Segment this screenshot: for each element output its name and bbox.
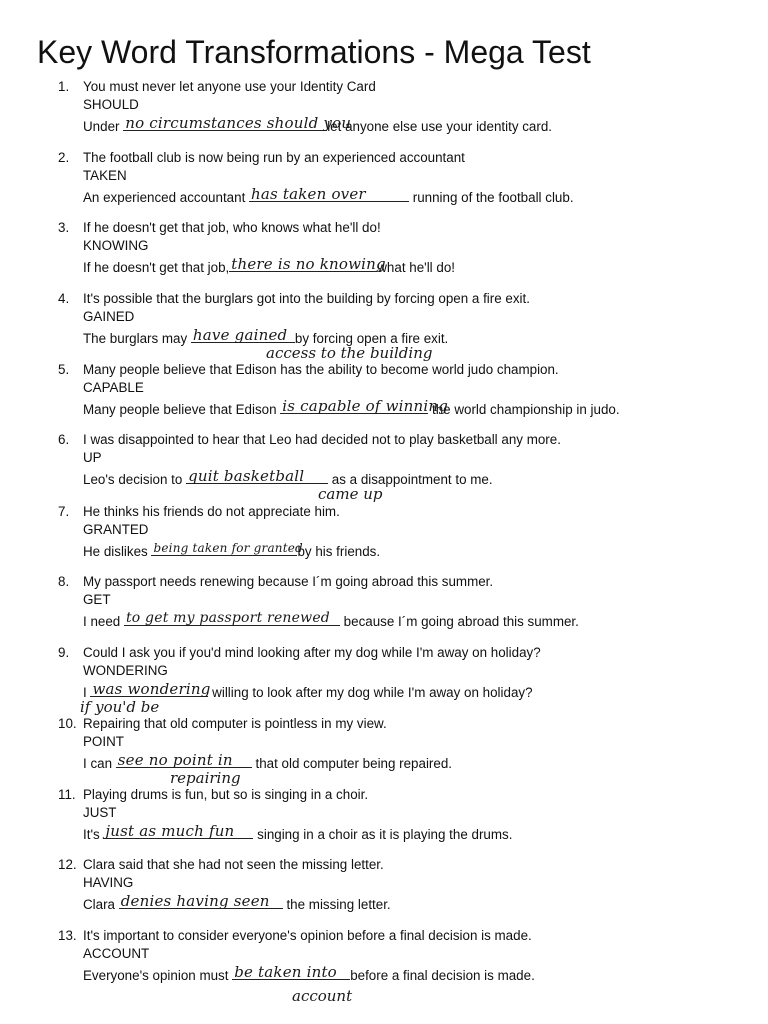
original-sentence: Clara said that she had not seen the missing letter. (83, 857, 384, 872)
question-number: 1. (58, 79, 70, 94)
sentence-end: before a final decision is made. (350, 968, 535, 983)
question-number: 6. (58, 432, 70, 447)
answer-blank[interactable] (90, 680, 211, 698)
answer-blank[interactable] (249, 185, 409, 202)
handwritten-continuation: account (292, 987, 353, 1005)
sentence-end: by forcing open a fire exit. (294, 331, 449, 346)
original-sentence: You must never let anyone use your Identity Card (83, 79, 376, 94)
handwritten-continuation: repairing (170, 769, 241, 787)
answer-blank[interactable] (232, 963, 350, 980)
answer-blank[interactable] (191, 326, 295, 343)
transformed-sentence (83, 255, 455, 277)
handwritten-answer: just as much fun (105, 822, 235, 840)
transformed-sentence (83, 397, 620, 419)
original-sentence: He thinks his friends do not appreciate him. (83, 504, 340, 519)
answer-blank[interactable] (280, 397, 449, 415)
sentence-end: because I´m going abroad this summer. (339, 614, 579, 629)
transformed-sentence (83, 539, 380, 561)
transformed-sentence (83, 892, 391, 914)
original-sentence: I was disappointed to hear that Leo had decided not to play basketball any more. (83, 432, 561, 447)
question-number: 11. (58, 787, 76, 802)
sentence-start: It's (83, 827, 104, 842)
answer-blank[interactable] (103, 822, 253, 839)
answer-blank[interactable] (116, 751, 252, 768)
handwritten-answer: be taken into (234, 963, 337, 981)
sentence-start: Under (83, 119, 124, 134)
original-sentence: Playing drums is fun, but so is singing in a choir. (83, 787, 369, 802)
sentence-start: If he doesn't get that job, (83, 260, 230, 275)
sentence-start: Everyone's opinion must (83, 968, 233, 983)
sentence-start: The burglars may (83, 331, 191, 346)
key-word: HAVING (83, 875, 134, 890)
key-word: ACCOUNT (83, 946, 150, 961)
page-title: Key Word Transformations - Mega Test (37, 34, 591, 70)
transformed-sentence (83, 609, 579, 631)
sentence-start: I can (83, 756, 116, 771)
sentence-end: let anyone else use your identity card. (327, 119, 552, 134)
sentence-start: He dislikes (83, 544, 152, 559)
key-word: CAPABLE (83, 380, 144, 395)
answer-blank[interactable] (186, 467, 328, 484)
question-number: 5. (58, 362, 70, 377)
sentence-end: that old computer being repaired. (251, 756, 453, 771)
handwritten-answer: no circumstances should you (125, 114, 352, 132)
sentence-start: Leo's decision to (83, 472, 187, 487)
key-word: JUST (83, 805, 117, 820)
handwritten-answer: see no point in (117, 751, 233, 769)
question-number: 4. (58, 291, 70, 306)
question-number: 10. (58, 716, 77, 731)
original-sentence: Could I ask you if you'd mind looking after my dog while I'm away on holiday? (83, 645, 541, 660)
handwritten-answer: quit basketball (188, 467, 305, 485)
question-number: 7. (58, 504, 70, 519)
answer-blank[interactable] (124, 609, 340, 626)
handwritten-answer: there is no knowing (231, 255, 386, 273)
question-number: 8. (58, 574, 70, 589)
original-sentence: My passport needs renewing because I´m going abroad this summer. (83, 574, 494, 589)
sentence-end: singing in a choir as it is playing the drums. (253, 827, 513, 842)
original-sentence: Many people believe that Edison has the ability to become world judo champion. (83, 362, 559, 377)
sentence-end: as a disappointment to me. (328, 472, 493, 487)
question-number: 12. (58, 857, 77, 872)
handwritten-answer: was wondering (92, 680, 211, 698)
original-sentence: It's important to consider everyone's opinion before a final decision is made. (83, 928, 532, 943)
transformed-sentence (83, 963, 535, 985)
handwritten-answer: being taken for granted (153, 541, 303, 555)
sentence-start: I (83, 685, 91, 700)
handwritten-continuation: access to the building (266, 344, 433, 362)
key-word: KNOWING (83, 238, 149, 253)
key-word: UP (83, 450, 102, 465)
sentence-end: running of the football club. (409, 190, 574, 205)
original-sentence: It's possible that the burglars got into the building by forcing open a fire exit. (83, 291, 530, 306)
sentence-end: by his friends. (297, 544, 381, 559)
handwritten-continuation: if you'd be (80, 698, 160, 716)
answer-blank[interactable] (119, 892, 283, 909)
original-sentence: The football club is now being run by an experienced accountant (83, 150, 465, 165)
answer-blank[interactable] (151, 539, 303, 556)
sentence-start: Clara (83, 897, 119, 912)
key-word: GAINED (83, 309, 135, 324)
question-number: 13. (58, 928, 77, 943)
question-number: 9. (58, 645, 70, 660)
handwritten-answer: to get my passport renewed (125, 610, 330, 626)
question-number: 2. (58, 150, 70, 165)
sentence-end: the missing letter. (282, 897, 391, 912)
transformed-sentence (83, 114, 552, 136)
question-number: 3. (58, 220, 70, 235)
sentence-start: An experienced accountant (83, 190, 250, 205)
sentence-start: Many people believe that Edison (83, 402, 281, 417)
handwritten-answer: is capable of winning (282, 397, 449, 415)
sentence-end: the world championship in judo. (428, 402, 620, 417)
sentence-end: what he'll do! (377, 260, 455, 275)
handwritten-answer: has taken over (251, 185, 366, 203)
key-word: GET (83, 592, 111, 607)
sentence-start: I need (83, 614, 124, 629)
key-word: SHOULD (83, 97, 139, 112)
key-word: GRANTED (83, 522, 149, 537)
transformed-sentence (83, 751, 452, 773)
key-word: POINT (83, 734, 124, 749)
key-word: TAKEN (83, 168, 127, 183)
handwritten-answer: denies having seen (120, 892, 270, 910)
transformed-sentence (83, 185, 574, 207)
answer-blank[interactable] (123, 114, 352, 132)
key-word: WONDERING (83, 663, 168, 678)
answer-blank[interactable] (229, 255, 386, 273)
transformed-sentence (83, 467, 493, 489)
sentence-end: willing to look after my dog while I'm away on holiday? (208, 685, 533, 700)
handwritten-answer: have gained (192, 326, 288, 344)
handwritten-continuation: came up (318, 485, 383, 503)
original-sentence: If he doesn't get that job, who knows what he'll do! (83, 220, 381, 235)
original-sentence: Repairing that old computer is pointless in my view. (83, 716, 387, 731)
transformed-sentence (83, 822, 512, 844)
